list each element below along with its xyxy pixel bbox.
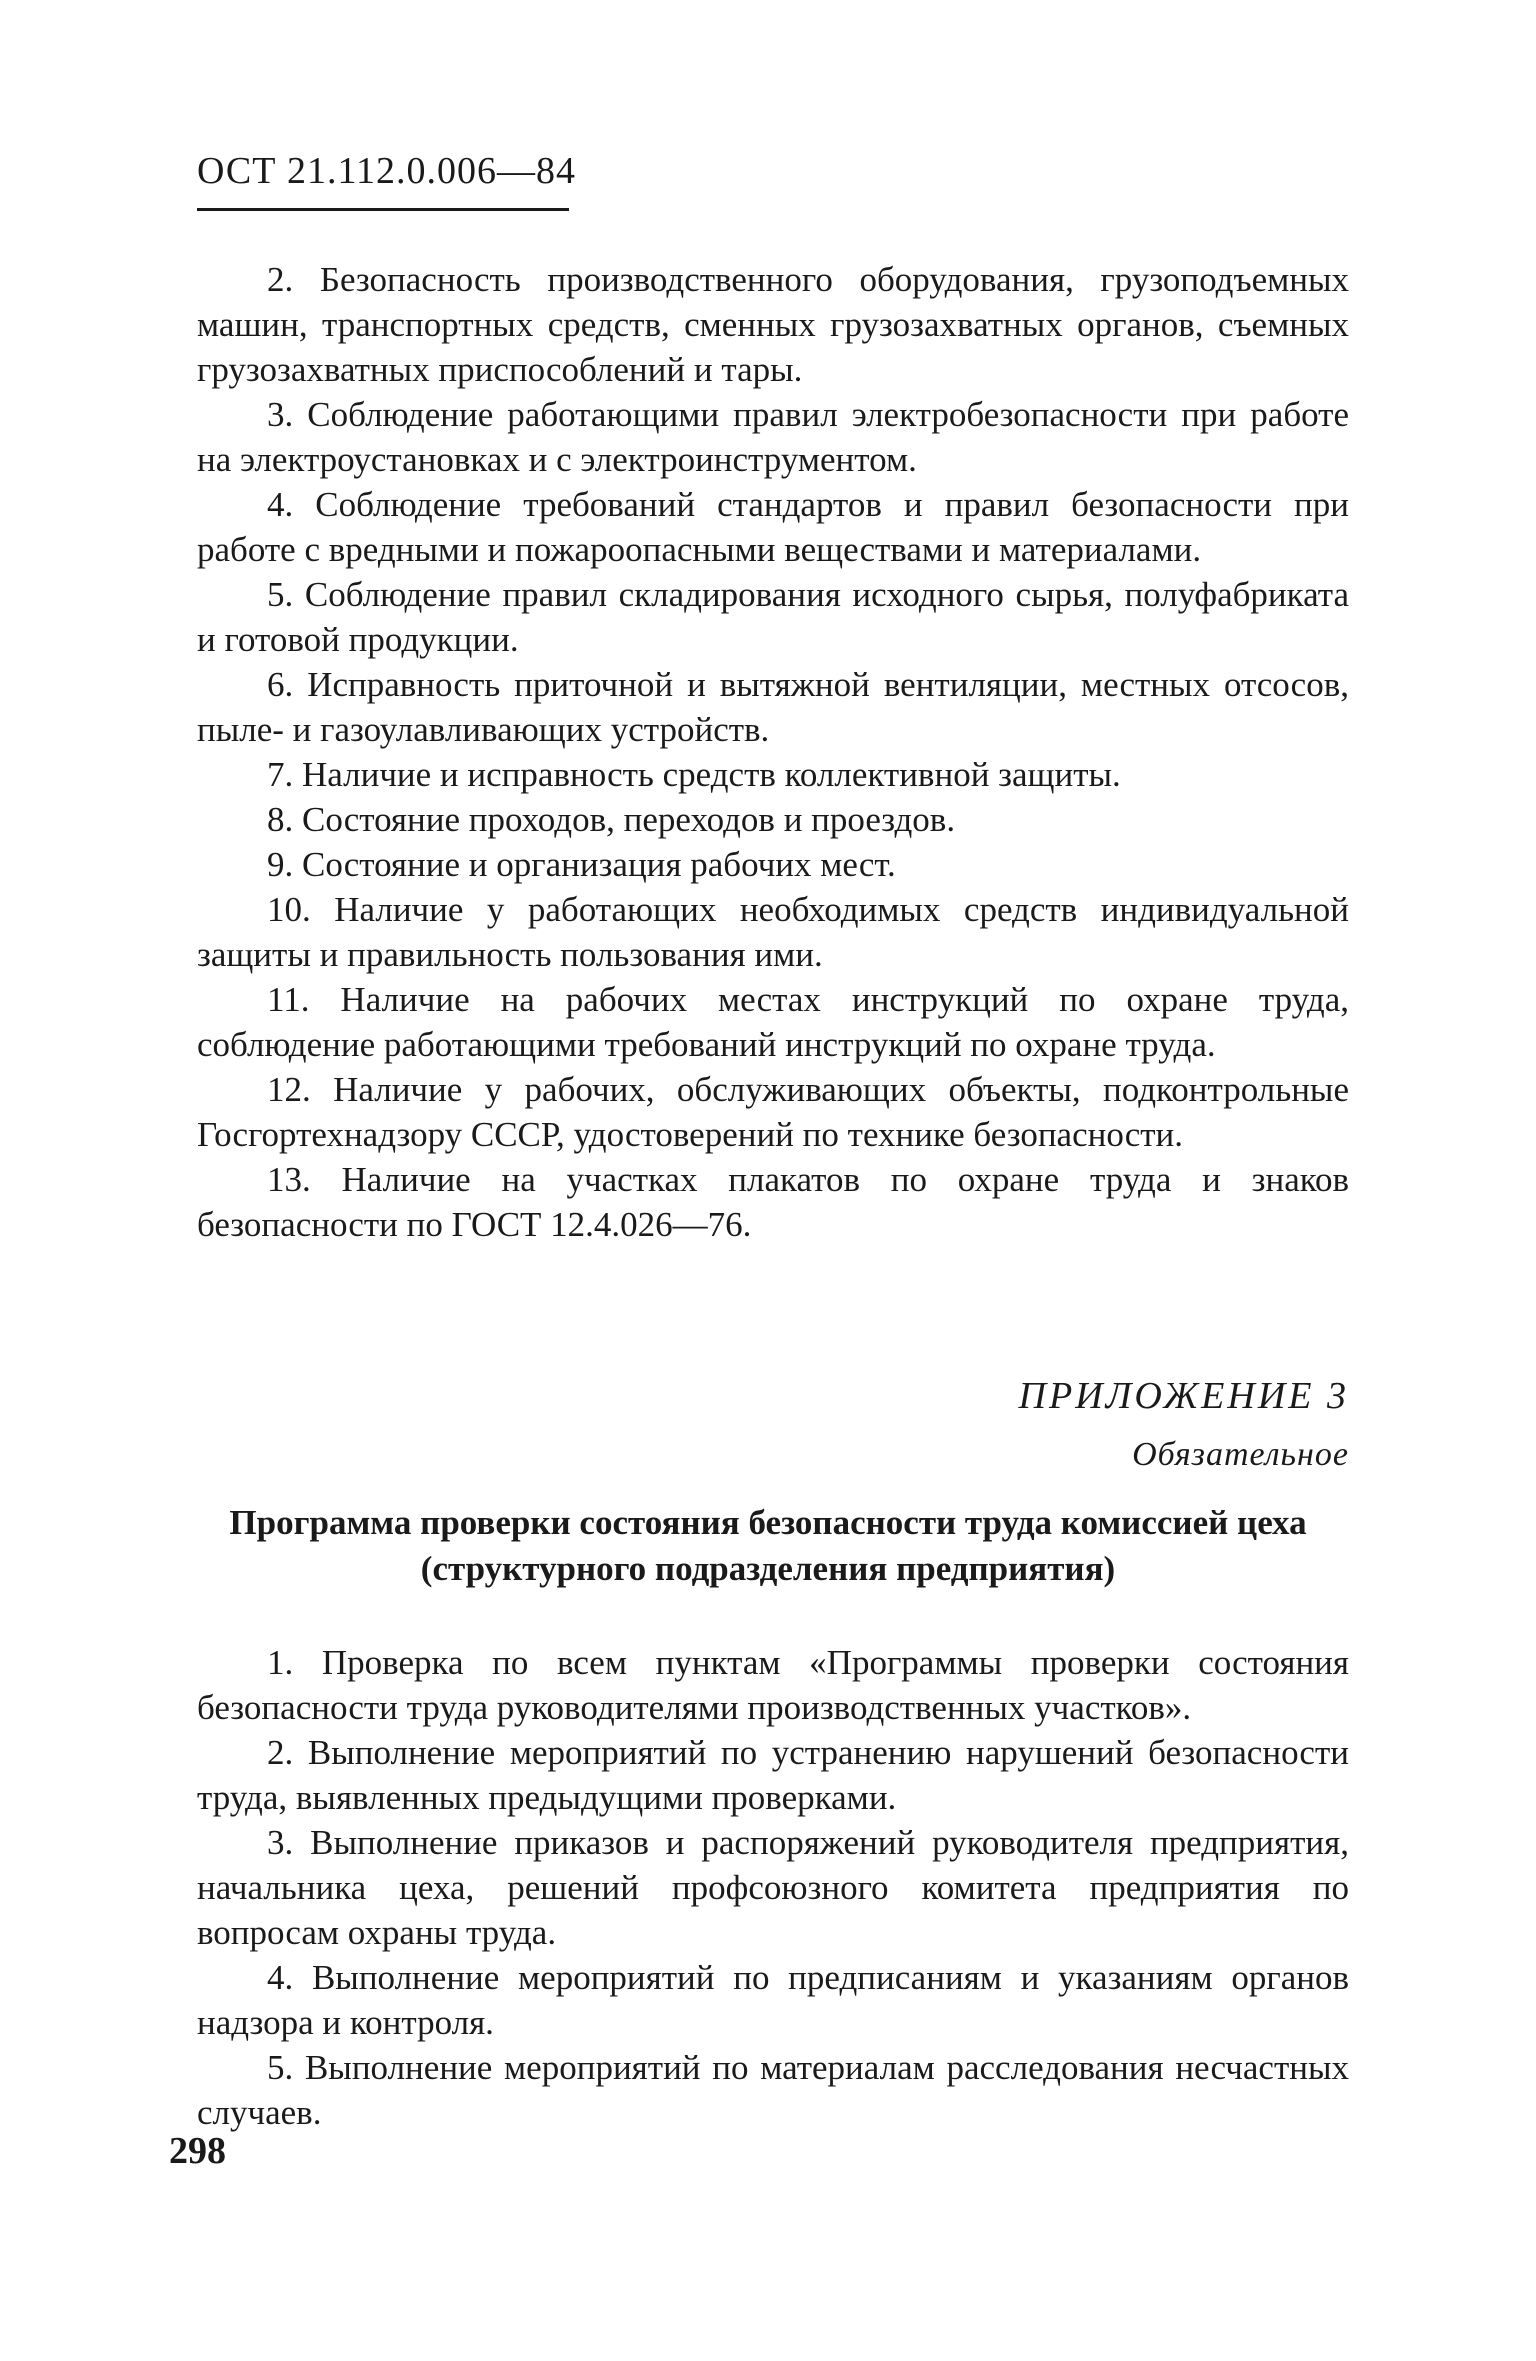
document-code: ОСТ 21.112.0.006—84 — [197, 150, 577, 192]
page-number: 298 — [169, 2130, 226, 2172]
list-item: 10. Наличие у работающих необходимых средств индивидуальной защиты и правильность пользования ими. — [197, 890, 1349, 974]
list-item: 8. Состояние проходов, переходов и проездов. — [267, 800, 956, 839]
list-item: 3. Соблюдение работающими правил электробезопасности при работе на электроустановках и с электроинструментом. — [197, 395, 1349, 479]
list-item: 11. Наличие на рабочих местах инструкций по охране труда, соблюдение работающими требований инструкций по охране труда. — [197, 980, 1349, 1064]
inspection-items-list — [197, 257, 1349, 1247]
list-item: 12. Наличие у рабочих, обслуживающих объекты, подконтрольные Госгортехнадзору СССР, удостоверений по технике безопасности. — [197, 1070, 1349, 1154]
list-item: 4. Выполнение мероприятий по предписаниям и указаниям органов надзора и контроля. — [197, 1958, 1349, 2042]
section-heading-line: (структурного подразделения предприятия) — [420, 1549, 1116, 1588]
list-item: 13. Наличие на участках плакатов по охране труда и знаков безопасности по ГОСТ 12.4.026—76. — [197, 1160, 1349, 1244]
list-item: 4. Соблюдение требований стандартов и правил безопасности при работе с вредными и пожароопасными веществами и материалами. — [197, 485, 1349, 569]
appendix-title: ПРИЛОЖЕНИЕ 3 — [1018, 1375, 1349, 1417]
commission-program-list — [197, 1640, 1349, 2135]
appendix-status: Обязательное — [1132, 1436, 1349, 1473]
list-item: 2. Безопасность производственного оборудования, грузоподъемных машин, транспортных средств, сменных грузозахватных органов, съемных грузозахватных приспособлений и тары. — [197, 260, 1349, 389]
list-item: 7. Наличие и исправность средств коллективной защиты. — [267, 755, 1121, 794]
list-item: 1. Проверка по всем пунктам «Программы проверки состояния безопасности труда руководителями производственных участков». — [197, 1643, 1349, 1727]
header-underline — [197, 208, 569, 211]
section-heading — [172, 1500, 1364, 1592]
list-item: 9. Состояние и организация рабочих мест. — [267, 845, 896, 884]
list-item: 6. Исправность приточной и вытяжной вентиляции, местных отсосов, пыле- и газоулавливающих устройств. — [197, 665, 1349, 749]
list-item: 2. Выполнение мероприятий по устранению нарушений безопасности труда, выявленных предыдущими проверками. — [197, 1733, 1349, 1817]
list-item: 5. Выполнение мероприятий по материалам расследования несчастных случаев. — [197, 2048, 1349, 2132]
section-heading-line: Программа проверки состояния безопасности труда комиссией цеха — [229, 1503, 1307, 1542]
list-item: 3. Выполнение приказов и распоряжений руководителя предприятия, начальника цеха, решений профсоюзного комитета предприятия по вопросам охраны труда. — [197, 1823, 1349, 1952]
list-item: 5. Соблюдение правил складирования исходного сырья, полуфабриката и готовой продукции. — [197, 575, 1349, 659]
